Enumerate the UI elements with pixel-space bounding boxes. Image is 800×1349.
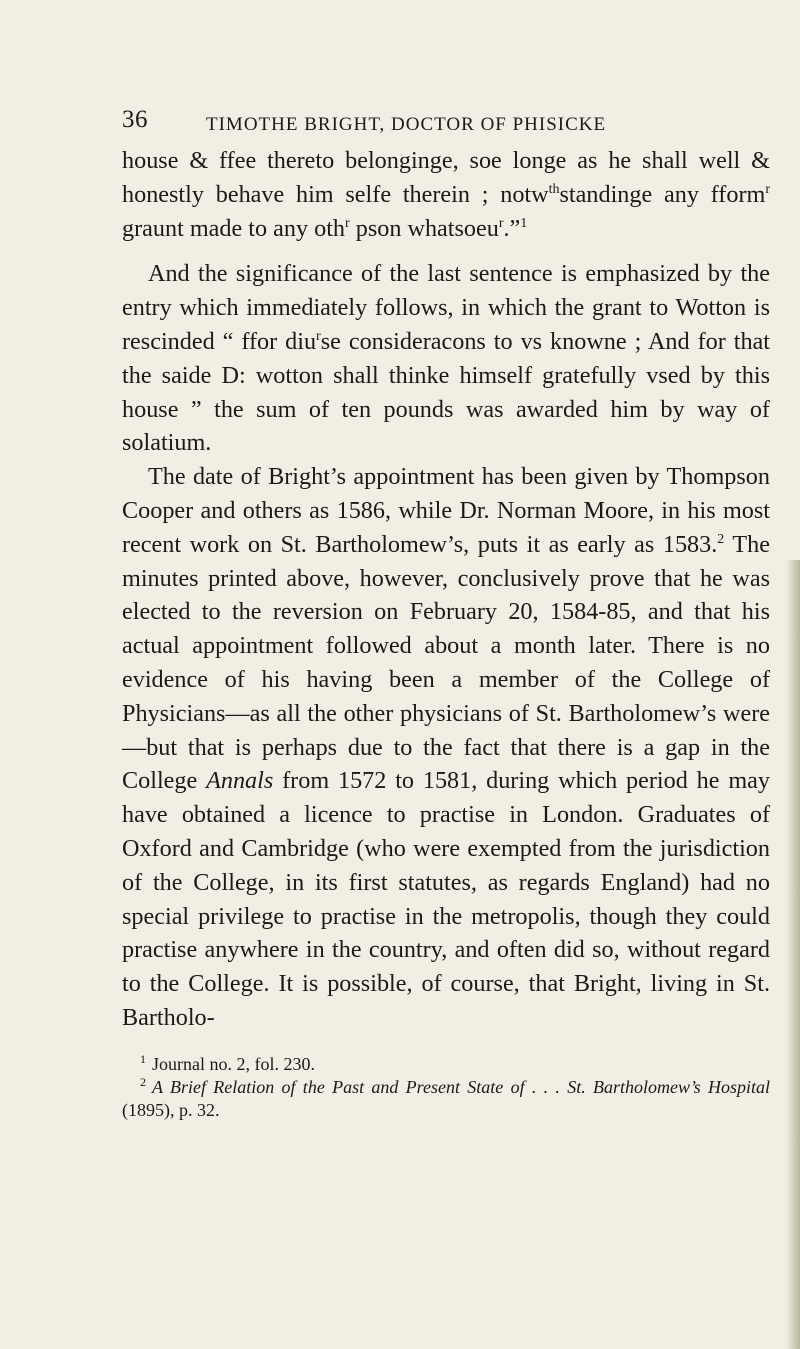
footnote-ref-2: 2 (717, 531, 725, 547)
paragraph-appointment-date (122, 460, 770, 1035)
text-run: .” (503, 214, 521, 242)
superscript: r (345, 215, 350, 231)
footnote-italic-title: A Brief Relation of the Past and Present State of . . . St. Bartholomew’s Hospital (152, 1076, 770, 1097)
text-run: house & ffee thereto belonginge, soe longe as he shall well & honestly behave him selfe therein ; notw (122, 147, 770, 208)
running-head (122, 100, 770, 144)
footnotes (122, 1053, 770, 1122)
text-run: from 1572 to 1581, during which period he may have obtained a licence to practise in London. Graduates of Oxford and Cambridge (who were exempted from the jurisdiction of the College, in its first statutes, as regards England) had no special privilege to practise in the metropolis, though they could practise anywhere in the country, and often did so, without regard to the College. It is possible, of course, that Bright, living in St. Bartholo- (122, 767, 770, 1031)
paragraph-significance (122, 257, 770, 460)
text-run: graunt made to any oth (122, 214, 346, 242)
superscript: th (548, 181, 560, 197)
running-title: TIMOTHE BRIGHT, DOCTOR OF PHISICKE (206, 114, 607, 135)
text-run: standinge any fform (559, 180, 766, 208)
footnote-mark: 2 (140, 1074, 146, 1089)
text-run: se consideracons to vs knowne ; And for that the saide D: wotton shall thinke himself gratefully vsed by this house ” the sum of ten pounds was awarded him by way of solatium. (122, 327, 771, 457)
italic-title: Annals (206, 767, 274, 795)
page-edge-shadow (786, 560, 800, 1349)
text-run: The minutes printed above, however, conclusively prove that he was elected to the reversion on February 20, 1584-85, and that his actual appointment followed about a month later. There is no evidence of his having been a member of the College of Physicians—as all the other physicians of St. Bartholomew’s were—but that is perhaps due to the fact that there is a gap in the College (122, 530, 770, 795)
superscript: r (498, 215, 504, 231)
footnote-2 (122, 1076, 770, 1122)
footnote-1 (122, 1053, 770, 1076)
paragraph-quote-end (122, 144, 770, 245)
text-run: pson whatsoeu (349, 214, 499, 242)
page-number: 36 (122, 106, 148, 133)
footnote-text: (1895), p. 32. (122, 1099, 220, 1120)
text-run: The date of Bright’s appointment has been given by Thompson Cooper and others as 1586, while Dr. Norman Moore, in his most recent work on St. Bartholomew’s, puts it as early as 1583. (122, 463, 770, 558)
superscript: r (765, 181, 770, 197)
superscript: r (316, 328, 321, 344)
footnote-ref-1: 1 (520, 215, 528, 231)
footnote-text: Journal no. 2, fol. 230. (152, 1053, 315, 1074)
text-run: And the significance of the last sentence is emphasized by the entry which immediately follows, in which the grant to Wotton is rescinded “ ffor diu (122, 260, 770, 355)
book-page (122, 100, 770, 1122)
footnote-mark: 1 (140, 1051, 146, 1066)
